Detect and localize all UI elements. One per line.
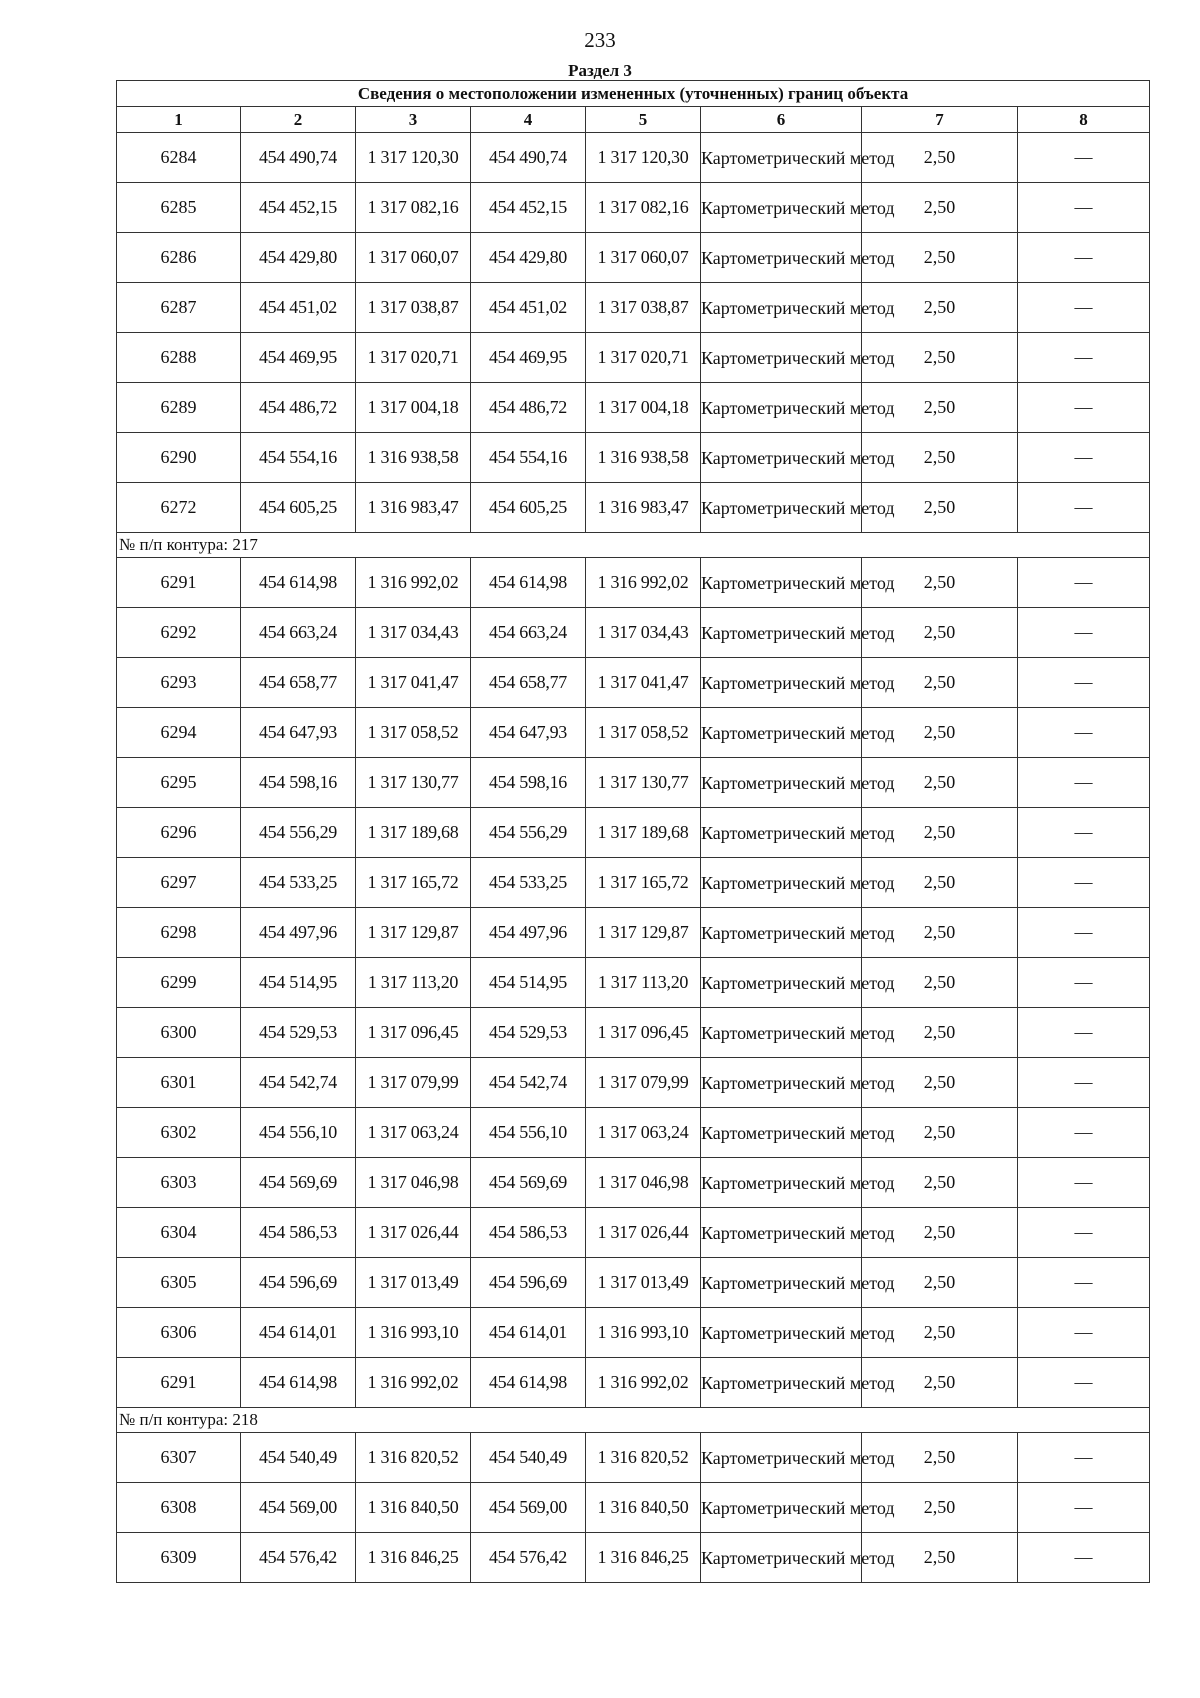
description-cell: — — [1018, 333, 1150, 383]
point-number-cell: 6302 — [117, 1108, 241, 1158]
point-number-cell: 6292 — [117, 608, 241, 658]
x-old-cell: 454 469,95 — [241, 333, 356, 383]
accuracy-cell: 2,50 — [862, 1008, 1018, 1058]
y-new-cell: 1 317 120,30 — [586, 133, 701, 183]
x-new-cell: 454 556,29 — [471, 808, 586, 858]
y-old-cell: 1 316 992,02 — [356, 558, 471, 608]
accuracy-cell: 2,50 — [862, 908, 1018, 958]
y-new-cell: 1 317 041,47 — [586, 658, 701, 708]
method-cell: Картометрический метод — [701, 708, 862, 758]
point-number-cell: 6284 — [117, 133, 241, 183]
table-row — [117, 1258, 1150, 1308]
y-new-cell: 1 317 130,77 — [586, 758, 701, 808]
table-row — [117, 283, 1150, 333]
x-new-cell: 454 614,98 — [471, 1358, 586, 1408]
description-cell: — — [1018, 1358, 1150, 1408]
section-title: Раздел 3 — [568, 61, 632, 80]
point-number-cell: 6290 — [117, 433, 241, 483]
accuracy-cell: 2,50 — [862, 1108, 1018, 1158]
table-row — [117, 1108, 1150, 1158]
table-row — [117, 133, 1150, 183]
x-new-cell: 454 497,96 — [471, 908, 586, 958]
contour-row — [117, 533, 1150, 558]
x-old-cell: 454 614,01 — [241, 1308, 356, 1358]
point-number-cell: 6294 — [117, 708, 241, 758]
point-number-cell: 6291 — [117, 1358, 241, 1408]
method-cell: Картометрический метод — [701, 333, 862, 383]
accuracy-cell: 2,50 — [862, 658, 1018, 708]
accuracy-cell: 2,50 — [862, 333, 1018, 383]
y-new-cell: 1 317 004,18 — [586, 383, 701, 433]
accuracy-cell: 2,50 — [862, 1308, 1018, 1358]
y-new-cell: 1 317 079,99 — [586, 1058, 701, 1108]
accuracy-cell: 2,50 — [862, 858, 1018, 908]
method-cell: Картометрический метод — [701, 1483, 862, 1533]
y-old-cell: 1 317 113,20 — [356, 958, 471, 1008]
table-row — [117, 858, 1150, 908]
table-row — [117, 1208, 1150, 1258]
table-row — [117, 658, 1150, 708]
point-number-cell: 6295 — [117, 758, 241, 808]
description-cell: — — [1018, 958, 1150, 1008]
x-new-cell: 454 429,80 — [471, 233, 586, 283]
x-old-cell: 454 540,49 — [241, 1433, 356, 1483]
x-old-cell: 454 429,80 — [241, 233, 356, 283]
method-cell: Картометрический метод — [701, 1058, 862, 1108]
table-row — [117, 1158, 1150, 1208]
table-row — [117, 233, 1150, 283]
method-cell: Картометрический метод — [701, 1533, 862, 1583]
accuracy-cell: 2,50 — [862, 383, 1018, 433]
accuracy-cell: 2,50 — [862, 958, 1018, 1008]
x-old-cell: 454 514,95 — [241, 958, 356, 1008]
column-header: 2 — [241, 107, 356, 133]
point-number-cell: 6306 — [117, 1308, 241, 1358]
x-old-cell: 454 486,72 — [241, 383, 356, 433]
x-old-cell: 454 452,15 — [241, 183, 356, 233]
point-number-cell: 6301 — [117, 1058, 241, 1108]
description-cell: — — [1018, 1008, 1150, 1058]
description-cell: — — [1018, 1208, 1150, 1258]
y-new-cell: 1 317 189,68 — [586, 808, 701, 858]
method-cell: Картометрический метод — [701, 1208, 862, 1258]
description-cell: — — [1018, 133, 1150, 183]
x-old-cell: 454 596,69 — [241, 1258, 356, 1308]
description-cell: — — [1018, 283, 1150, 333]
x-new-cell: 454 596,69 — [471, 1258, 586, 1308]
column-header: 3 — [356, 107, 471, 133]
x-new-cell: 454 554,16 — [471, 433, 586, 483]
x-new-cell: 454 556,10 — [471, 1108, 586, 1158]
y-new-cell: 1 316 983,47 — [586, 483, 701, 533]
y-old-cell: 1 317 165,72 — [356, 858, 471, 908]
point-number-cell: 6308 — [117, 1483, 241, 1533]
x-new-cell: 454 647,93 — [471, 708, 586, 758]
description-cell: — — [1018, 183, 1150, 233]
method-cell: Картометрический метод — [701, 908, 862, 958]
accuracy-cell: 2,50 — [862, 1483, 1018, 1533]
table-caption: Сведения о местоположении измененных (уточненных) границ объекта — [117, 81, 1150, 107]
method-cell: Картометрический метод — [701, 433, 862, 483]
description-cell: — — [1018, 1533, 1150, 1583]
method-cell: Картометрический метод — [701, 483, 862, 533]
y-new-cell: 1 317 129,87 — [586, 908, 701, 958]
description-cell: — — [1018, 608, 1150, 658]
y-old-cell: 1 316 846,25 — [356, 1533, 471, 1583]
y-new-cell: 1 316 820,52 — [586, 1433, 701, 1483]
accuracy-cell: 2,50 — [862, 183, 1018, 233]
contour-row — [117, 1408, 1150, 1433]
table-body — [117, 133, 1150, 1583]
table-row — [117, 808, 1150, 858]
x-old-cell: 454 569,69 — [241, 1158, 356, 1208]
x-new-cell: 454 486,72 — [471, 383, 586, 433]
accuracy-cell: 2,50 — [862, 608, 1018, 658]
x-new-cell: 454 540,49 — [471, 1433, 586, 1483]
boundary-table — [116, 80, 1150, 1583]
x-new-cell: 454 469,95 — [471, 333, 586, 383]
y-old-cell: 1 316 840,50 — [356, 1483, 471, 1533]
y-old-cell: 1 317 063,24 — [356, 1108, 471, 1158]
column-header-row — [117, 107, 1150, 133]
y-new-cell: 1 316 992,02 — [586, 1358, 701, 1408]
method-cell: Картометрический метод — [701, 608, 862, 658]
x-new-cell: 454 663,24 — [471, 608, 586, 658]
contour-label: № п/п контура: 217 — [117, 533, 1150, 558]
x-old-cell: 454 586,53 — [241, 1208, 356, 1258]
point-number-cell: 6297 — [117, 858, 241, 908]
x-old-cell: 454 451,02 — [241, 283, 356, 333]
y-new-cell: 1 317 082,16 — [586, 183, 701, 233]
x-old-cell: 454 529,53 — [241, 1008, 356, 1058]
x-old-cell: 454 576,42 — [241, 1533, 356, 1583]
point-number-cell: 6305 — [117, 1258, 241, 1308]
y-new-cell: 1 317 063,24 — [586, 1108, 701, 1158]
accuracy-cell: 2,50 — [862, 283, 1018, 333]
method-cell: Картометрический метод — [701, 233, 862, 283]
description-cell: — — [1018, 1308, 1150, 1358]
point-number-cell: 6299 — [117, 958, 241, 1008]
description-cell: — — [1018, 808, 1150, 858]
y-old-cell: 1 316 983,47 — [356, 483, 471, 533]
method-cell: Картометрический метод — [701, 1308, 862, 1358]
point-number-cell: 6307 — [117, 1433, 241, 1483]
x-new-cell: 454 490,74 — [471, 133, 586, 183]
table-row — [117, 483, 1150, 533]
y-old-cell: 1 317 041,47 — [356, 658, 471, 708]
table-row — [117, 1308, 1150, 1358]
x-old-cell: 454 533,25 — [241, 858, 356, 908]
column-header: 1 — [117, 107, 241, 133]
description-cell: — — [1018, 383, 1150, 433]
table-row — [117, 1483, 1150, 1533]
method-cell: Картометрический метод — [701, 1358, 862, 1408]
table-row — [117, 1058, 1150, 1108]
y-new-cell: 1 316 992,02 — [586, 558, 701, 608]
x-new-cell: 454 569,69 — [471, 1158, 586, 1208]
x-new-cell: 454 533,25 — [471, 858, 586, 908]
y-new-cell: 1 317 034,43 — [586, 608, 701, 658]
accuracy-cell: 2,50 — [862, 758, 1018, 808]
accuracy-cell: 2,50 — [862, 1358, 1018, 1408]
x-old-cell: 454 647,93 — [241, 708, 356, 758]
y-new-cell: 1 317 113,20 — [586, 958, 701, 1008]
column-header: 7 — [862, 107, 1018, 133]
accuracy-cell: 2,50 — [862, 433, 1018, 483]
table-row — [117, 908, 1150, 958]
method-cell: Картометрический метод — [701, 558, 862, 608]
x-old-cell: 454 598,16 — [241, 758, 356, 808]
method-cell: Картометрический метод — [701, 758, 862, 808]
y-old-cell: 1 317 013,49 — [356, 1258, 471, 1308]
point-number-cell: 6286 — [117, 233, 241, 283]
y-new-cell: 1 317 046,98 — [586, 1158, 701, 1208]
x-new-cell: 454 529,53 — [471, 1008, 586, 1058]
description-cell: — — [1018, 1483, 1150, 1533]
method-cell: Картометрический метод — [701, 133, 862, 183]
point-number-cell: 6291 — [117, 558, 241, 608]
description-cell: — — [1018, 858, 1150, 908]
y-new-cell: 1 317 096,45 — [586, 1008, 701, 1058]
y-old-cell: 1 317 026,44 — [356, 1208, 471, 1258]
table-row — [117, 383, 1150, 433]
method-cell: Картометрический метод — [701, 383, 862, 433]
y-old-cell: 1 316 993,10 — [356, 1308, 471, 1358]
method-cell: Картометрический метод — [701, 1008, 862, 1058]
column-header: 8 — [1018, 107, 1150, 133]
accuracy-cell: 2,50 — [862, 133, 1018, 183]
table-row — [117, 1008, 1150, 1058]
table-row — [117, 558, 1150, 608]
description-cell: — — [1018, 558, 1150, 608]
table-row — [117, 608, 1150, 658]
y-new-cell: 1 317 020,71 — [586, 333, 701, 383]
point-number-cell: 6296 — [117, 808, 241, 858]
x-new-cell: 454 576,42 — [471, 1533, 586, 1583]
y-old-cell: 1 317 096,45 — [356, 1008, 471, 1058]
x-new-cell: 454 542,74 — [471, 1058, 586, 1108]
method-cell: Картометрический метод — [701, 958, 862, 1008]
table-caption-row — [117, 81, 1150, 107]
table-row — [117, 333, 1150, 383]
x-old-cell: 454 497,96 — [241, 908, 356, 958]
y-new-cell: 1 317 060,07 — [586, 233, 701, 283]
x-new-cell: 454 452,15 — [471, 183, 586, 233]
accuracy-cell: 2,50 — [862, 1433, 1018, 1483]
accuracy-cell: 2,50 — [862, 558, 1018, 608]
description-cell: — — [1018, 658, 1150, 708]
x-old-cell: 454 556,29 — [241, 808, 356, 858]
y-old-cell: 1 317 046,98 — [356, 1158, 471, 1208]
y-new-cell: 1 317 165,72 — [586, 858, 701, 908]
description-cell: — — [1018, 908, 1150, 958]
x-old-cell: 454 556,10 — [241, 1108, 356, 1158]
y-new-cell: 1 316 846,25 — [586, 1533, 701, 1583]
point-number-cell: 6287 — [117, 283, 241, 333]
accuracy-cell: 2,50 — [862, 233, 1018, 283]
y-old-cell: 1 317 038,87 — [356, 283, 471, 333]
y-new-cell: 1 317 013,49 — [586, 1258, 701, 1308]
description-cell: — — [1018, 1058, 1150, 1108]
x-new-cell: 454 569,00 — [471, 1483, 586, 1533]
description-cell: — — [1018, 1258, 1150, 1308]
point-number-cell: 6300 — [117, 1008, 241, 1058]
x-new-cell: 454 586,53 — [471, 1208, 586, 1258]
description-cell: — — [1018, 483, 1150, 533]
description-cell: — — [1018, 1433, 1150, 1483]
table-row — [117, 758, 1150, 808]
x-new-cell: 454 614,01 — [471, 1308, 586, 1358]
x-old-cell: 454 658,77 — [241, 658, 356, 708]
accuracy-cell: 2,50 — [862, 1208, 1018, 1258]
table-row — [117, 1533, 1150, 1583]
description-cell: — — [1018, 433, 1150, 483]
method-cell: Картометрический метод — [701, 1258, 862, 1308]
x-old-cell: 454 569,00 — [241, 1483, 356, 1533]
table-row — [117, 433, 1150, 483]
point-number-cell: 6298 — [117, 908, 241, 958]
y-old-cell: 1 316 992,02 — [356, 1358, 471, 1408]
x-old-cell: 454 605,25 — [241, 483, 356, 533]
y-new-cell: 1 316 938,58 — [586, 433, 701, 483]
y-old-cell: 1 317 058,52 — [356, 708, 471, 758]
accuracy-cell: 2,50 — [862, 1058, 1018, 1108]
description-cell: — — [1018, 233, 1150, 283]
x-old-cell: 454 663,24 — [241, 608, 356, 658]
y-old-cell: 1 317 120,30 — [356, 133, 471, 183]
point-number-cell: 6293 — [117, 658, 241, 708]
accuracy-cell: 2,50 — [862, 808, 1018, 858]
y-old-cell: 1 317 130,77 — [356, 758, 471, 808]
point-number-cell: 6289 — [117, 383, 241, 433]
point-number-cell: 6304 — [117, 1208, 241, 1258]
x-old-cell: 454 614,98 — [241, 1358, 356, 1408]
y-old-cell: 1 317 034,43 — [356, 608, 471, 658]
y-old-cell: 1 317 082,16 — [356, 183, 471, 233]
contour-label: № п/п контура: 218 — [117, 1408, 1150, 1433]
point-number-cell: 6288 — [117, 333, 241, 383]
point-number-cell: 6285 — [117, 183, 241, 233]
page-number: 233 — [584, 28, 616, 52]
y-old-cell: 1 317 129,87 — [356, 908, 471, 958]
y-old-cell: 1 317 020,71 — [356, 333, 471, 383]
table-row — [117, 1358, 1150, 1408]
table-row — [117, 708, 1150, 758]
description-cell: — — [1018, 708, 1150, 758]
accuracy-cell: 2,50 — [862, 1258, 1018, 1308]
accuracy-cell: 2,50 — [862, 483, 1018, 533]
method-cell: Картометрический метод — [701, 658, 862, 708]
point-number-cell: 6303 — [117, 1158, 241, 1208]
y-new-cell: 1 317 026,44 — [586, 1208, 701, 1258]
x-new-cell: 454 514,95 — [471, 958, 586, 1008]
method-cell: Картометрический метод — [701, 283, 862, 333]
method-cell: Картометрический метод — [701, 183, 862, 233]
column-header: 4 — [471, 107, 586, 133]
column-header: 6 — [701, 107, 862, 133]
x-new-cell: 454 614,98 — [471, 558, 586, 608]
table-row — [117, 958, 1150, 1008]
y-new-cell: 1 316 840,50 — [586, 1483, 701, 1533]
point-number-cell: 6272 — [117, 483, 241, 533]
y-old-cell: 1 317 060,07 — [356, 233, 471, 283]
x-new-cell: 454 605,25 — [471, 483, 586, 533]
method-cell: Картометрический метод — [701, 808, 862, 858]
y-old-cell: 1 317 004,18 — [356, 383, 471, 433]
y-new-cell: 1 317 038,87 — [586, 283, 701, 333]
method-cell: Картометрический метод — [701, 1433, 862, 1483]
point-number-cell: 6309 — [117, 1533, 241, 1583]
x-new-cell: 454 658,77 — [471, 658, 586, 708]
description-cell: — — [1018, 1158, 1150, 1208]
y-old-cell: 1 317 189,68 — [356, 808, 471, 858]
column-header: 5 — [586, 107, 701, 133]
x-old-cell: 454 542,74 — [241, 1058, 356, 1108]
x-old-cell: 454 614,98 — [241, 558, 356, 608]
method-cell: Картометрический метод — [701, 1108, 862, 1158]
y-old-cell: 1 316 938,58 — [356, 433, 471, 483]
method-cell: Картометрический метод — [701, 1158, 862, 1208]
y-old-cell: 1 317 079,99 — [356, 1058, 471, 1108]
description-cell: — — [1018, 1108, 1150, 1158]
method-cell: Картометрический метод — [701, 858, 862, 908]
y-new-cell: 1 317 058,52 — [586, 708, 701, 758]
table-row — [117, 183, 1150, 233]
x-new-cell: 454 451,02 — [471, 283, 586, 333]
x-old-cell: 454 554,16 — [241, 433, 356, 483]
accuracy-cell: 2,50 — [862, 1533, 1018, 1583]
x-old-cell: 454 490,74 — [241, 133, 356, 183]
accuracy-cell: 2,50 — [862, 708, 1018, 758]
x-new-cell: 454 598,16 — [471, 758, 586, 808]
y-old-cell: 1 316 820,52 — [356, 1433, 471, 1483]
table-row — [117, 1433, 1150, 1483]
y-new-cell: 1 316 993,10 — [586, 1308, 701, 1358]
accuracy-cell: 2,50 — [862, 1158, 1018, 1208]
description-cell: — — [1018, 758, 1150, 808]
